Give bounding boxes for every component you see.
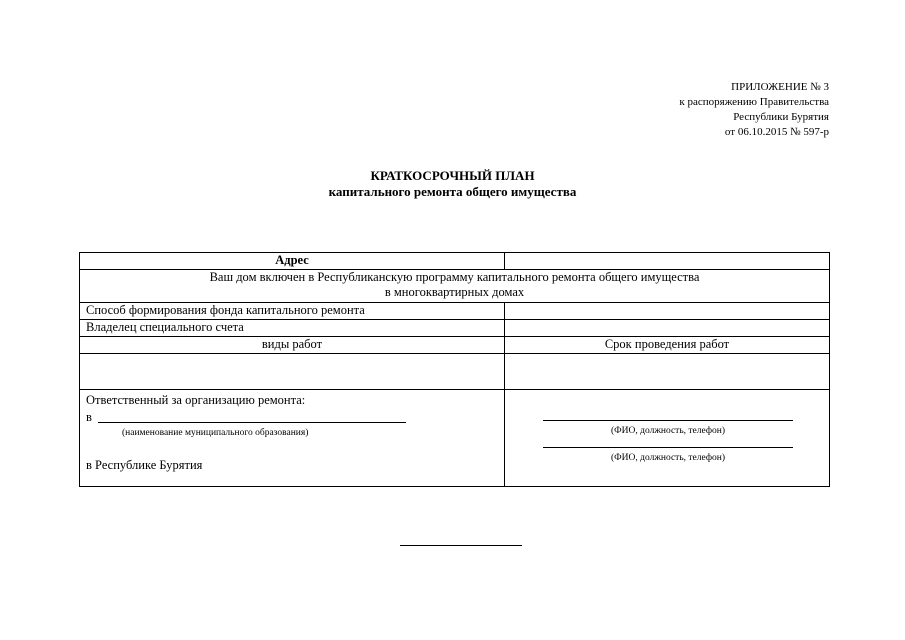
contact-caption-1: (ФИО, должность, телефон) [610, 426, 726, 436]
table-row-headers [80, 337, 830, 354]
table-row-works [80, 354, 830, 390]
program-cell [80, 270, 830, 303]
in-prefix: в [86, 410, 92, 424]
work-period-value [505, 354, 830, 390]
address-label-cell: Адрес [80, 253, 505, 270]
footnote-separator [400, 545, 522, 546]
fund-method-value [505, 303, 830, 320]
table-row-fund-method [80, 303, 830, 320]
program-line-2: в многоквартирных домах [384, 285, 525, 299]
municipality-line [98, 422, 406, 423]
municipality-caption: (наименование муниципального образования) [122, 428, 309, 438]
contact-caption-2: (ФИО, должность, телефон) [610, 453, 726, 463]
appendix-date-number: от 06.10.2015 № 597-р [724, 126, 829, 138]
program-line-1: Ваш дом включен в Республиканскую программу капитального ремонта общего имущества [209, 270, 700, 284]
table-row-responsible [80, 390, 830, 487]
contact-line-2 [543, 447, 793, 448]
work-types-header: виды работ [80, 337, 505, 354]
republic-label: в Республике Бурятия [86, 458, 203, 472]
responsible-left-cell [80, 390, 505, 487]
appendix-republic: Республики Бурятия [733, 111, 829, 123]
table-row-address [80, 253, 830, 270]
address-value-cell [505, 253, 830, 270]
responsible-label: Ответственный за организацию ремонта: [86, 393, 306, 407]
account-owner-value [505, 320, 830, 337]
contact-line-1 [543, 420, 793, 421]
table-row-program [80, 270, 830, 303]
appendix-block [529, 80, 829, 140]
table-row-account-owner [80, 320, 830, 337]
title-sub: капитального ремонта общего имущества [328, 184, 577, 199]
fund-method-label: Способ формирования фонда капитального ремонта [80, 303, 505, 320]
work-types-value [80, 354, 505, 390]
plan-table [79, 252, 830, 487]
responsible-right-cell [505, 390, 830, 487]
account-owner-label: Владелец специального счета [80, 320, 505, 337]
work-period-header: Срок проведения работ [505, 337, 830, 354]
appendix-title: ПРИЛОЖЕНИЕ № 3 [731, 81, 829, 93]
title-main: КРАТКОСРОЧНЫЙ ПЛАН [370, 168, 535, 183]
appendix-order-ref: к распоряжению Правительства [679, 96, 829, 108]
document-title [0, 168, 905, 200]
